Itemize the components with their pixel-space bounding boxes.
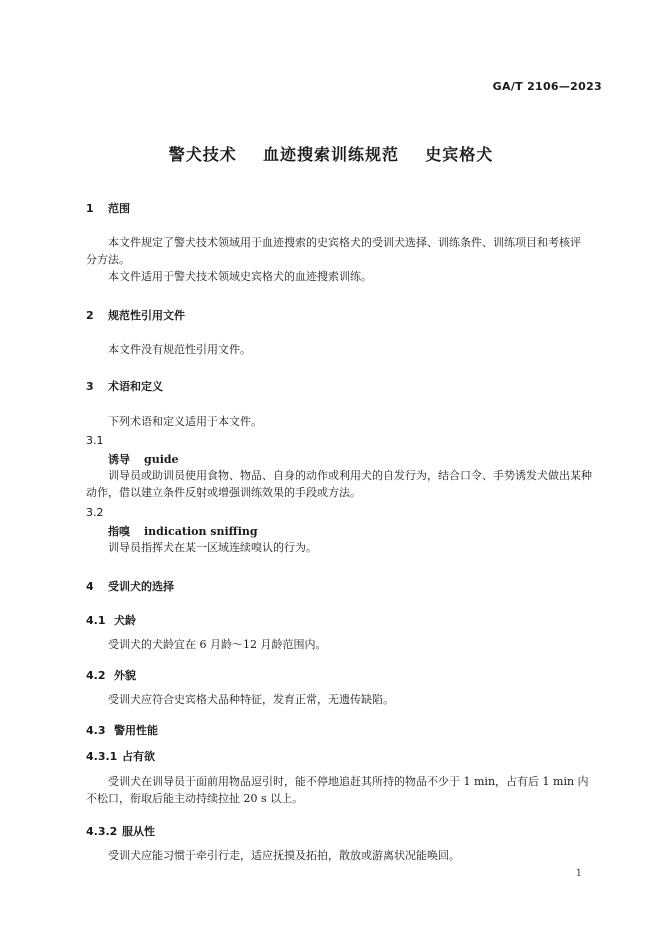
section-title: 术语和定义 bbox=[108, 380, 163, 393]
section-number: 4.2 bbox=[86, 669, 106, 682]
paragraph: 不松口，衔取后能主动持续拉扯 20 s 以上。 bbox=[86, 792, 304, 805]
section-number: 2 bbox=[86, 309, 94, 322]
term-heading bbox=[108, 523, 258, 539]
paragraph: 本文件没有规范性引用文件。 bbox=[108, 343, 251, 356]
term-heading bbox=[108, 451, 179, 467]
term-number: 3.2 bbox=[86, 506, 104, 519]
subsection-4-3-2-heading bbox=[86, 823, 155, 839]
section-title: 外貌 bbox=[114, 669, 136, 682]
section-number: 1 bbox=[86, 202, 94, 215]
section-title: 犬龄 bbox=[114, 614, 136, 627]
section-number: 4.3.1 bbox=[86, 750, 118, 763]
paragraph: 本文件适用于警犬技术领域史宾格犬的血迹搜索训练。 bbox=[108, 270, 372, 283]
subsection-4-3-heading bbox=[86, 722, 158, 738]
paragraph: 本文件规定了警犬技术领域用于血迹搜索的史宾格犬的受训犬选择、训练条件、训练项目和考核评 bbox=[108, 236, 581, 249]
standard-code: GA/T 2106—2023 bbox=[492, 80, 602, 93]
definition: 训导员或助训员使用食物、物品、自身的动作或利用犬的自发行为，结合口令、手势诱发犬做出某种 bbox=[108, 469, 592, 482]
section-1-heading bbox=[86, 200, 130, 216]
paragraph: 受训犬应能习惯于牵引行走，适应抚摸及拓拍，散放或游离状况能唤回。 bbox=[108, 849, 460, 862]
section-title: 受训犬的选择 bbox=[108, 580, 174, 593]
section-title: 范围 bbox=[108, 202, 130, 215]
section-title: 警用性能 bbox=[114, 724, 158, 737]
page-number: 1 bbox=[575, 868, 582, 879]
term-en: guide bbox=[144, 453, 179, 466]
section-title: 占有欲 bbox=[122, 750, 155, 763]
paragraph: 受训犬的犬龄宜在 6 月龄～12 月龄范围内。 bbox=[108, 638, 327, 651]
section-number: 4.3.2 bbox=[86, 825, 118, 838]
term-zh: 诱导 bbox=[108, 453, 130, 466]
section-3-heading bbox=[86, 378, 163, 394]
definition: 动作，借以建立条件反射或增强训练效果的手段或方法。 bbox=[86, 486, 361, 499]
section-title: 服从性 bbox=[122, 825, 155, 838]
paragraph: 分方法。 bbox=[86, 253, 130, 266]
section-number: 3 bbox=[86, 380, 94, 393]
section-number: 4.1 bbox=[86, 614, 106, 627]
term-en: indication sniffing bbox=[144, 525, 258, 538]
paragraph: 受训犬在训导员于面前用物品逗引时，能不停地追赶其所持的物品不少于 1 min，占有后 1 min 内 bbox=[108, 775, 589, 788]
section-4-heading bbox=[86, 578, 174, 594]
section-2-heading bbox=[86, 307, 185, 323]
definition: 训导员指挥犬在某一区域连续嗅认的行为。 bbox=[108, 541, 317, 554]
term-number: 3.1 bbox=[86, 434, 104, 447]
section-number: 4.3 bbox=[86, 724, 106, 737]
section-number: 4 bbox=[86, 580, 94, 593]
section-title: 规范性引用文件 bbox=[108, 309, 185, 322]
subsection-4-1-heading bbox=[86, 612, 136, 628]
term-zh: 指嗅 bbox=[108, 525, 130, 538]
paragraph: 受训犬应符合史宾格犬品种特征，发育正常，无遗传缺陷。 bbox=[108, 693, 394, 706]
page-title: 警犬技术 血迹搜索训练规范 史宾格犬 bbox=[168, 145, 494, 164]
subsection-4-2-heading bbox=[86, 667, 136, 683]
paragraph: 下列术语和定义适用于本文件。 bbox=[108, 415, 262, 428]
subsection-4-3-1-heading bbox=[86, 748, 155, 764]
